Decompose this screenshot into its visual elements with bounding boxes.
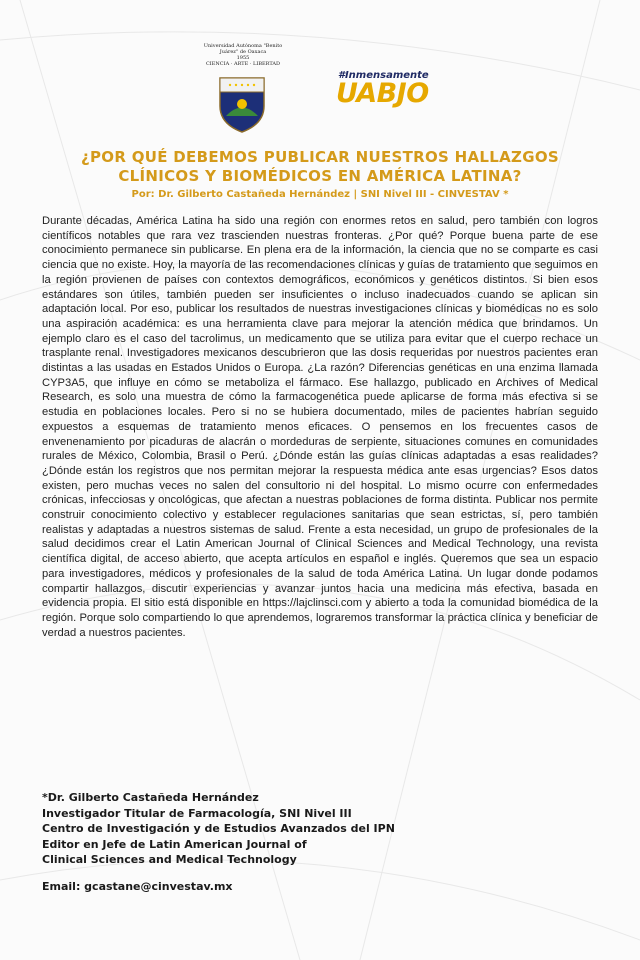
signature-line: Centro de Investigación y de Estudios Avanzados del IPN — [42, 822, 395, 835]
author-email: Email: gcastane@cinvestav.mx — [42, 880, 233, 893]
university-name: Universidad Autónoma "Benito Juárez" de Oaxaca 1955 CIENCIA · ARTE · LIBERTAD — [203, 43, 283, 67]
signature-line: *Dr. Gilberto Castañeda Hernández — [42, 791, 259, 804]
article-byline: Por: Dr. Gilberto Castañeda Hernández | SNI Nivel III - CINVESTAV * — [131, 189, 509, 200]
article-body: Durante décadas, América Latina ha sido una región con enormes retos en salud, pero también con logros científicos notables que rara vez trascienden nuestras fronteras. ¿Por qué? Porque buena parte de ese conocimiento permanece sin publicarse. En plena era de la información, la ciencia que no se comparte es casi ciencia que no existe. Hoy, la mayoría de las recomendaciones clínicas y guías de tratamiento que seguimos en la región provienen de países con contextos demográficos, económicos y genéticos distintos. Si bien esos estándares son útiles, también pueden ser insuficientes o incluso inadecuados cuando se aplican sin adaptación local. Por eso, publicar los resultados de nuestras investigaciones clínicas y biomédicas no es solo una aspiración académica: es una herramienta clave para mejorar la atención médica que brindamos. Un ejemplo claro es el caso del tacrolimus, un medicamento que se utiliza para evitar que el cuerpo rechace un trasplante renal. Investigadores mexicanos descubrieron que las dosis requeridas por nuestros pacientes eran distintas a las usadas en Estados Unidos o Europa. ¿La razón? Diferencias genéticas en una enzima llamada CYP3A5, que influye en cómo se metaboliza el fármaco. Ese hallazgo, publicado en Archives of Medical Research, es solo una muestra de cómo la farmacogenética puede aplicarse de forma más efectiva si se estudia en poblaciones locales. Pero si no se hubiera documentado, miles de pacientes habrían seguido expuestos a esquemas de tratamiento menos eficaces. O pensemos en los frecuentes casos de envenenamiento por picaduras de alacrán o mordeduras de serpiente, situaciones comunes en comunidades rurales de México, Colombia, Brasil o Perú. ¿Dónde están las guías clínicas adaptadas a esas realidades? ¿Dónde están los registros que nos permitan mejorar la respuesta médica ante esas urgencias? Esos datos existen, pero muchas veces no salen del consultorio ni del hospital. Lo mismo ocurre con enfermedades crónicas, infecciosas y oncológicas, que afectan a nuestras poblaciones de forma distinta. Publicar nos permite construir conocimiento colectivo y establecer regulaciones sanitarias que sean estrictas, sí, pero también realistas y adaptadas a nuestros sistemas de salud. Frente a esta necesidad, un grupo de profesionales de la salud decidimos crear el Latin American Journal of Clinical Sciences and Medical Technology, una revista científica digital, de acceso abierto, que acepta artículos en español e inglés. Queremos que sea un espacio para investigadores, médicos y profesionales de la salud de toda América Latina. Un lugar donde podamos compartir hallazgos, discutir experiencias y avanzar juntos hacia una medicina más efectiva, basada en evidencia propia. El sitio está disponible en https://lajclinsci.com y abierto a toda la comunidad biomédica de la región. Porque solo compartiendo lo que aprendemos, lograremos transformar la práctica clínica y beneficiar de verdad a nuestros pacientes. — [42, 215, 598, 639]
signature-line: Editor en Jefe de Latin American Journal of — [42, 837, 307, 851]
signature-line: Investigador Titular de Farmacología, SNI Nivel III — [42, 806, 352, 820]
signature-line: Clinical Sciences and Medical Technology — [42, 853, 297, 866]
article-title: ¿POR QUÉ DEBEMOS PUBLICAR NUESTROS HALLAZGOS CLÍNICOS Y BIOMÉDICOS EN AMÉRICA LATINA? — [80, 148, 559, 185]
header-logos — [0, 0, 640, 140]
brand-logo: UABJO — [336, 78, 429, 109]
author-signature — [42, 790, 542, 868]
brand-hashtag: #Inmensamente — [338, 70, 429, 81]
